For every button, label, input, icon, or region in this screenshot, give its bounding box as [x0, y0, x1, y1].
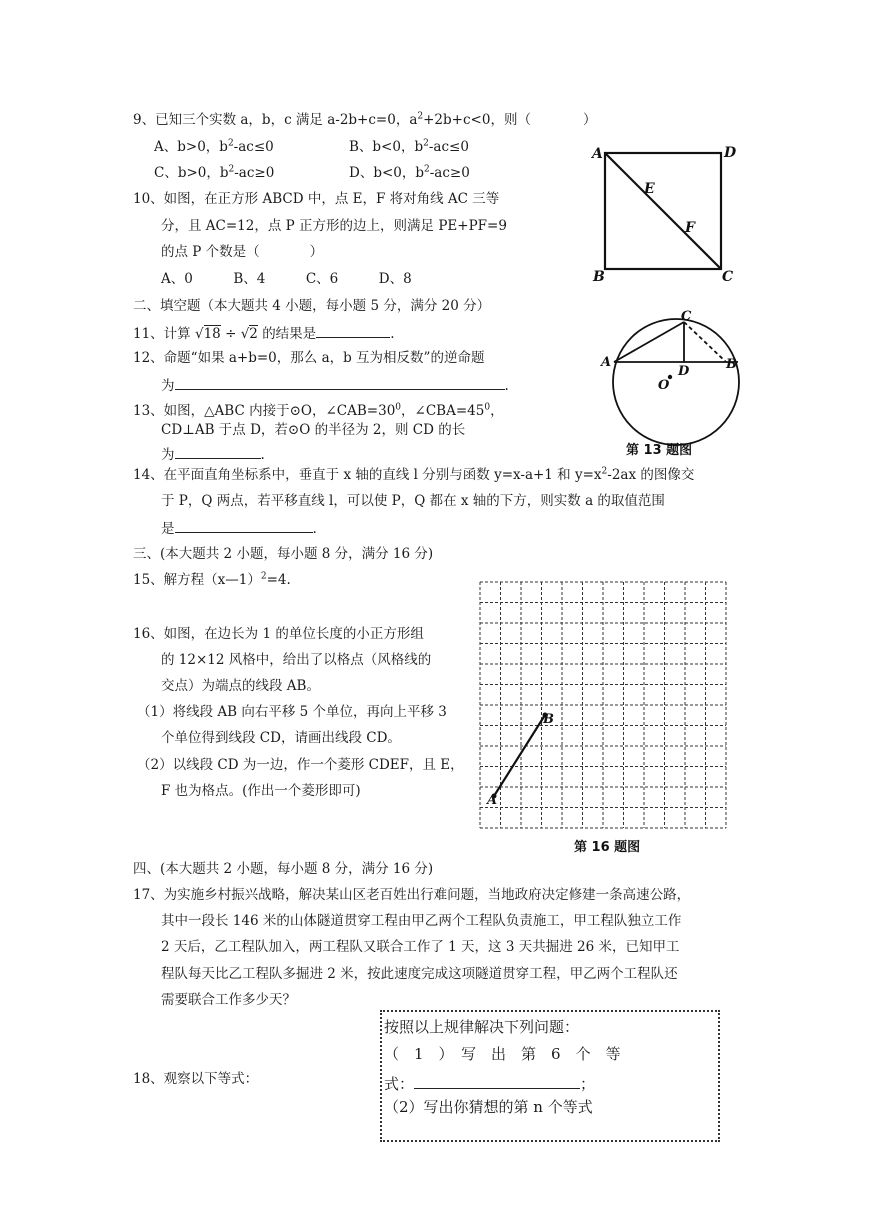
label-b: B — [726, 357, 737, 372]
label-o: O — [658, 378, 670, 393]
q14-answer-blank[interactable] — [175, 518, 313, 533]
label-b: B — [593, 269, 605, 285]
circle-o — [613, 319, 739, 445]
q9-option-c: C、b>0，$b^2-ac\ge 0$ — [154, 164, 275, 181]
q18-box-line4: （2）写出你猜想的第 n 个等式 — [384, 1098, 593, 1116]
q17-line4: 程队每天比乙工程队多掘进 2 米，按此速度完成这项隧道贯穿工程，甲乙两个工程队还 — [161, 966, 678, 982]
q13-line2: CD⊥AB 于点 D，若⊙O 的半径为 2，则 CD 的长 — [161, 422, 466, 438]
q12-line2: 为 . — [161, 375, 509, 395]
label-e: E — [644, 181, 655, 197]
label-a: A — [592, 146, 603, 162]
square-figure — [588, 138, 748, 288]
q9-option-a: A、b>0，$b^2-ac\le 0$ — [154, 138, 274, 155]
segment-cb — [684, 322, 726, 362]
label-c: C — [722, 269, 734, 285]
q17-line3: 2 天后，乙工程队加入，两工程队又联合工作了 1 天，这 3 天共掘进 26 米，已知甲工 — [161, 939, 680, 955]
q13-line3: 为 . — [161, 444, 265, 464]
q9-option-b: B、b<0，$b^2-ac\le 0$ — [349, 138, 469, 155]
q14-line1: 14、在平面直角坐标系中，垂直于 x 轴的直线 l 分别与函数 y=x-a+1 和 $y=x^2-2ax$ 的图像交 — [133, 466, 695, 483]
q14-line3: 是 . — [161, 518, 317, 538]
q16-part1: （1）将线段 AB 向右平移 5 个单位，再向上平移 3 — [137, 704, 447, 720]
segment-ab — [494, 715, 545, 796]
diagonal-ac — [605, 153, 721, 269]
q13-answer-blank[interactable] — [175, 444, 261, 459]
segment-ac — [614, 322, 684, 362]
q17-line5: 需要联合工作多少天？ — [161, 992, 296, 1008]
section-2-heading: 二、填空题（本大题共 4 小题，每小题 5 分，满分 20 分） — [133, 298, 491, 314]
label-d: D — [678, 364, 690, 379]
label-a: A — [487, 793, 498, 808]
circle-figure — [596, 302, 746, 462]
q16-line3: 交点）为端点的线段 AB。 — [161, 678, 320, 694]
q16-part2: （2）以线段 CD 为一边，作一个菱形 CDEF，且 E， — [137, 757, 464, 773]
q16-part2-line2: F 也为格点。(作出一个菱形即可) — [161, 783, 361, 799]
label-b: B — [543, 712, 554, 727]
label-a: A — [601, 355, 612, 370]
sqrt-18: √18 — [194, 326, 221, 342]
q14-line2: 于 P，Q 两点，若平移直线 l，可以使 P，Q 都在 x 轴的下方，则实数 a 的取值范围 — [161, 493, 665, 509]
q16-part1-line2: 个单位得到线段 CD，请画出线段 CD。 — [161, 730, 401, 746]
q16-line2: 的 12×12 风格中，给出了以格点（风格线的 — [161, 652, 432, 668]
q12-answer-blank[interactable] — [175, 375, 505, 390]
q10-line1: 10、如图，在正方形 ABCD 中，点 E，F 将对角线 AC 三等 — [133, 191, 500, 207]
section-3-heading: 三、(本大题共 2 小题，每小题 8 分，满分 16 分) — [133, 546, 434, 562]
q12-line1: 12、命题“如果 a+b=0，那么 a，b 互为相反数”的逆命题 — [133, 350, 485, 366]
q18-answer-blank[interactable] — [414, 1072, 580, 1089]
q17-line2: 其中一段长 146 米的山体隧道贯穿工程由甲乙两个工程队负责施工，甲工程队独立工作 — [161, 913, 682, 929]
q16-line1: 16、如图，在边长为 1 的单位长度的小正方形组 — [133, 626, 424, 642]
q17-line1: 17、为实施乡村振兴战略，解决某山区老百姓出行难问题，当地政府决定修建一条高速公路， — [133, 887, 691, 903]
q18-box-line2: （ 1 ） 写 出 第 6 个 等 — [384, 1045, 621, 1063]
q11: 11、计算 √18 ÷ √2 的结果是 . — [133, 323, 394, 343]
q18-text: 18、观察以下等式： — [133, 1071, 259, 1087]
q15: 15、解方程（x—1）$^2$=4. — [133, 571, 291, 588]
label-c: C — [681, 309, 692, 324]
q18-box-line1: 按照以上规律解决下列问题： — [384, 1018, 580, 1036]
q18-dotted-box — [380, 1010, 720, 1142]
label-d: D — [724, 145, 737, 161]
section-4-heading: 四、(本大题共 2 小题，每小题 8 分，满分 16 分) — [133, 861, 434, 877]
q16-caption: 第 16 题图 — [574, 840, 641, 855]
q10-line2: 分，且 AC=12，点 P 正方形的边上，则满足 PE+PF=9 — [161, 218, 507, 234]
q9-stem: 9、已知三个实数 a，b，c 满足 a-2b+c=0，$a^2+2b+c<0$，则（ ） — [133, 111, 597, 128]
q10-line3: 的点 P 个数是（ ） — [161, 244, 324, 260]
label-f: F — [685, 220, 695, 236]
grid-figure — [470, 574, 746, 864]
q9-option-d: D、b<0，$b^2-ac\ge 0$ — [349, 164, 470, 181]
q13-line1: 13、如图，△ABC 内接于⊙O，$\angle CAB=30^0$，$\angle CBA=45^0$， — [133, 402, 504, 419]
q13-caption: 第 13 题图 — [626, 443, 693, 458]
q18-box-line3: 式： ； — [384, 1072, 595, 1093]
sqrt-2: √2 — [240, 326, 258, 342]
q11-answer-blank[interactable] — [316, 323, 390, 338]
q10-options: A、0 B、4 C、6 D、8 — [161, 271, 412, 287]
dashed-grid — [480, 582, 726, 828]
